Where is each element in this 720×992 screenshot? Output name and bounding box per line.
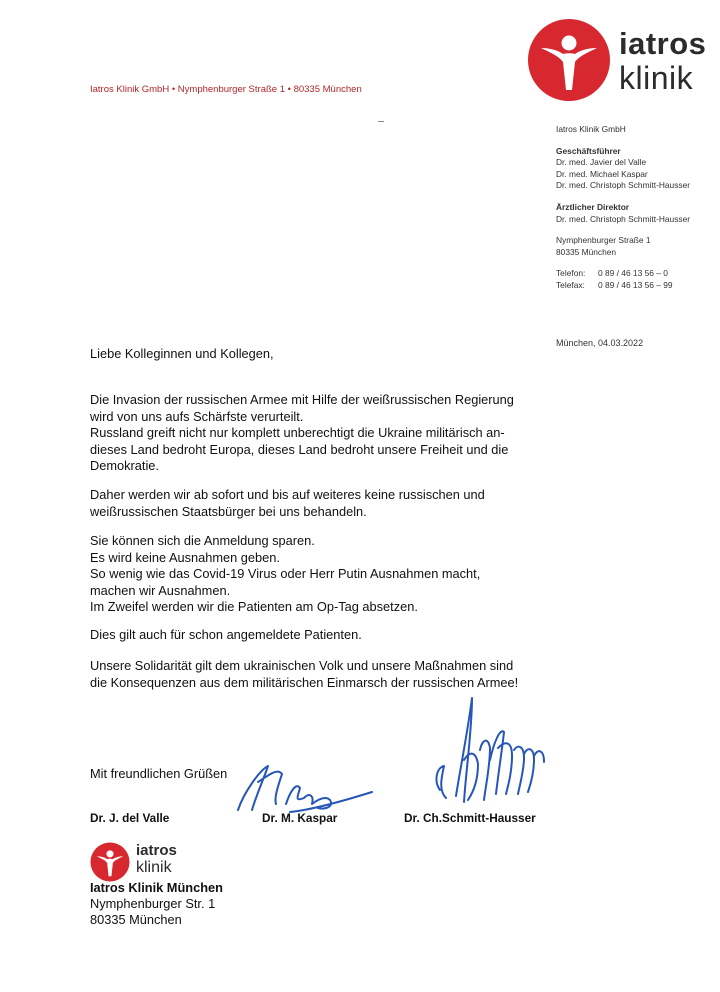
fax-number: 0 89 / 46 13 56 – 99 [598, 279, 673, 290]
footer-logo [90, 840, 210, 884]
clinic-logo [527, 18, 707, 108]
paragraph-3-line: Sie können sich die Anmeldung sparen. [90, 533, 315, 548]
paragraph-1-line: dieses Land bedroht Europa, dieses Land bedroht unsere Freiheit und die [90, 441, 509, 457]
logo-figure-icon [90, 842, 130, 882]
company-name: Iatros Klinik GmbH [556, 124, 626, 134]
logo-figure-icon [527, 18, 611, 102]
paragraph-1 [90, 392, 550, 475]
paragraph-2 [90, 487, 550, 520]
paragraph-1-line: Die Invasion der russischen Armee mit Hilfe der weißrussischen Regierung [90, 392, 514, 407]
paragraph-5-line: die Konsequenzen aus dem militärischen Einmarsch der russischen Armee! [90, 674, 519, 690]
paragraph-4: Dies gilt auch für schon angemeldete Patienten. [90, 627, 362, 642]
footer-city: 80335 München [90, 912, 182, 927]
signature-schmitt-hausser [420, 690, 550, 820]
salutation: Liebe Kolleginnen und Kollegen, [90, 346, 274, 361]
logo-brand-bottom: klinik [619, 60, 694, 96]
paragraph-5-line: Unsere Solidarität gilt dem ukrainischen Volk und unsere Maßnahmen sind [90, 658, 514, 673]
paragraph-3-line: Es wird keine Ausnahmen geben. [90, 549, 280, 565]
footer-logo-brand-top: iatros [136, 842, 177, 859]
phone-row [556, 268, 690, 280]
paragraph-1-line: Demokratie. [90, 458, 159, 474]
logo-brand-top: iatros [619, 26, 707, 61]
paragraph-3-line: Im Zweifel werden wir die Patienten am Op-Tag absetzen. [90, 599, 418, 615]
paragraph-5 [90, 658, 550, 691]
manager-3: Dr. med. Christoph Schmitt-Hausser [556, 180, 691, 191]
medical-director-heading: Ärztlicher Direktor [556, 201, 630, 212]
signatory-kaspar: Dr. M. Kaspar [262, 811, 338, 825]
paragraph-1-line: wird von uns aufs Schärfste verurteilt. [90, 408, 304, 424]
paragraph-1-line: Russland greift nicht nur komplett unberechtigt die Ukraine militärisch an- [90, 425, 505, 441]
signatory-del-valle: Dr. J. del Valle [90, 811, 170, 825]
letterhead-sidebar [556, 124, 690, 292]
fax-label: Telefax: [556, 279, 585, 290]
phone-number: 0 89 / 46 13 56 – 0 [598, 268, 668, 279]
medical-director: Dr. med. Christoph Schmitt-Hausser [556, 213, 691, 224]
management-heading: Geschäftsführer [556, 145, 621, 156]
footer-street: Nymphenburger Str. 1 [90, 896, 216, 911]
manager-2: Dr. med. Michael Kaspar [556, 168, 648, 179]
paragraph-3 [90, 533, 550, 616]
footer-clinic-name: Iatros Klinik München [90, 880, 223, 895]
fax-row [556, 280, 690, 292]
letter-date: München, 04.03.2022 [556, 338, 644, 348]
manager-1: Dr. med. Javier del Valle [556, 157, 647, 168]
paragraph-2-line: Daher werden wir ab sofort und bis auf weiteres keine russischen und [90, 487, 485, 502]
footer-address [90, 880, 223, 928]
signatory-schmitt-hausser: Dr. Ch.Schmitt-Hausser [404, 811, 536, 825]
closing: Mit freundlichen Grüßen [90, 766, 228, 781]
sidebar-street: Nymphenburger Straße 1 [556, 235, 651, 246]
sidebar-city: 80335 München [556, 246, 617, 257]
paragraph-2-line: weißrussischen Staatsbürger bei uns behandeln. [90, 503, 367, 519]
fold-mark [378, 121, 384, 122]
paragraph-3-line: So wenig wie das Covid-19 Virus oder Herr Putin Ausnahmen macht, [90, 566, 481, 582]
paragraph-3-line: machen wir Ausnahmen. [90, 582, 231, 598]
phone-label: Telefon: [556, 268, 586, 279]
footer-logo-brand-bottom: klinik [136, 859, 172, 876]
sender-address-line: Iatros Klinik GmbH • Nymphenburger Straße 1 • 80335 München [90, 84, 362, 95]
